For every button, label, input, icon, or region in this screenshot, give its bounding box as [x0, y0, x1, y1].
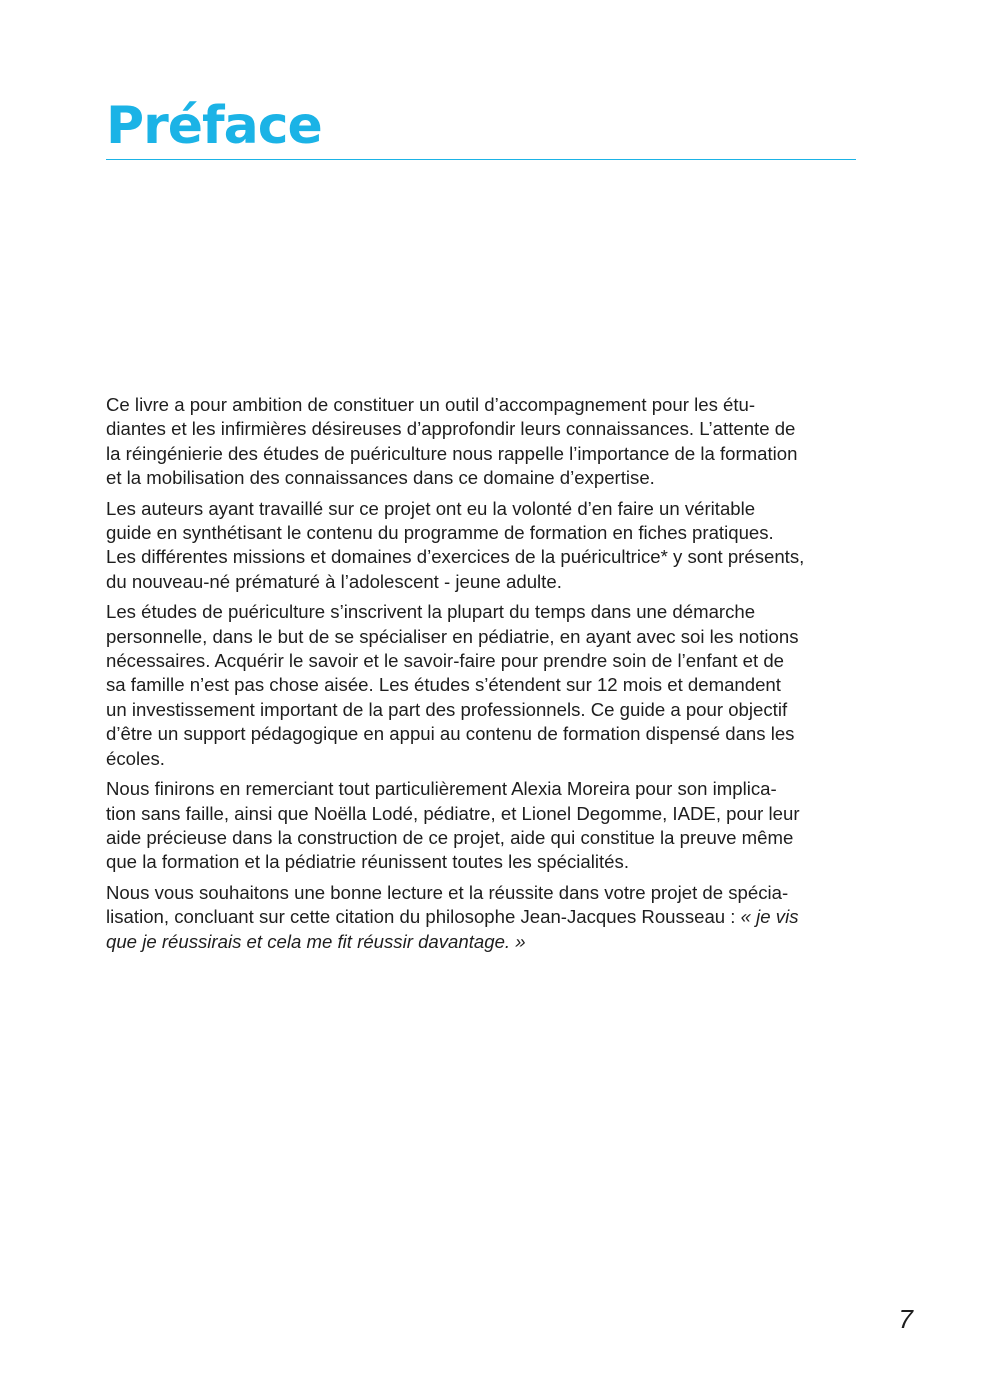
page-number: 7 — [898, 1304, 913, 1334]
text-line: un investissement important de la part des professionnels. Ce guide a pour objectif — [106, 698, 788, 720]
paragraph-2 — [106, 497, 858, 595]
title-divider — [106, 159, 856, 160]
rousseau-quote-start: « je vis — [740, 906, 799, 928]
rousseau-quote-end — [106, 930, 858, 954]
text-line: Ce livre a pour ambition de constituer un outil d’accompagnement pour les étu- — [106, 394, 756, 415]
text-line: aide précieuse dans la construction de ce projet, aide qui constitue la preuve même — [106, 826, 794, 848]
text-line: que la formation et la pédiatrie réunissent toutes les spécialités. — [106, 851, 629, 873]
text-line: Les études de puériculture s’inscrivent la plupart du temps dans une démarche — [106, 601, 756, 623]
text-line-with-quote — [106, 905, 858, 929]
text-line: nécessaires. Acquérir le savoir et le savoir-faire pour prendre soin de l’enfant et de — [106, 650, 784, 672]
page-title: Préface — [106, 96, 322, 156]
text-line: Les différentes missions et domaines d’exercices de la puéricultrice* y sont présents, — [106, 546, 805, 568]
text-line: personnelle, dans le but de se spécialiser en pédiatrie, en ayant avec soi les notions — [106, 625, 799, 647]
text-line: d’être un support pédagogique en appui au contenu de formation dispensé dans les — [106, 723, 795, 745]
text-line: tion sans faille, ainsi que Noëlla Lodé, pédiatre, et Lionel Degomme, IADE, pour leur — [106, 802, 800, 824]
text-line: la réingénierie des études de puériculture nous rappelle l’importance de la formation — [106, 442, 798, 464]
text-line: du nouveau-né prématuré à l’adolescent - jeune adulte. — [106, 570, 562, 592]
text-line: diantes et les infirmières désireuses d’approfondir leurs connaissances. L’attente de — [106, 418, 796, 440]
text-line: et la mobilisation des connaissances dans ce domaine d’expertise. — [106, 467, 655, 489]
text-line: écoles. — [106, 747, 165, 769]
paragraph-4 — [106, 777, 858, 875]
text-line: Les auteurs ayant travaillé sur ce projet ont eu la volonté d’en faire un véritable — [106, 497, 756, 519]
paragraph-5 — [106, 881, 858, 954]
text-line: Nous finirons en remerciant tout particulièrement Alexia Moreira pour son implica- — [106, 778, 777, 800]
text-line: guide en synthétisant le contenu du programme de formation en fiches pratiques. — [106, 522, 774, 544]
paragraph-3 — [106, 600, 858, 771]
quote-text: que je réussirais et cela me fit réussir davantage. » — [106, 930, 526, 952]
preface-body — [106, 393, 858, 960]
text-line: Nous vous souhaitons une bonne lecture et la réussite dans votre projet de spécia- — [106, 881, 789, 903]
paragraph-1 — [106, 393, 858, 491]
text-line: sa famille n’est pas chose aisée. Les études s’étendent sur 12 mois et demandent — [106, 674, 781, 696]
text-segment: lisation, concluant sur cette citation du philosophe Jean-Jacques Rousseau : — [106, 906, 741, 928]
